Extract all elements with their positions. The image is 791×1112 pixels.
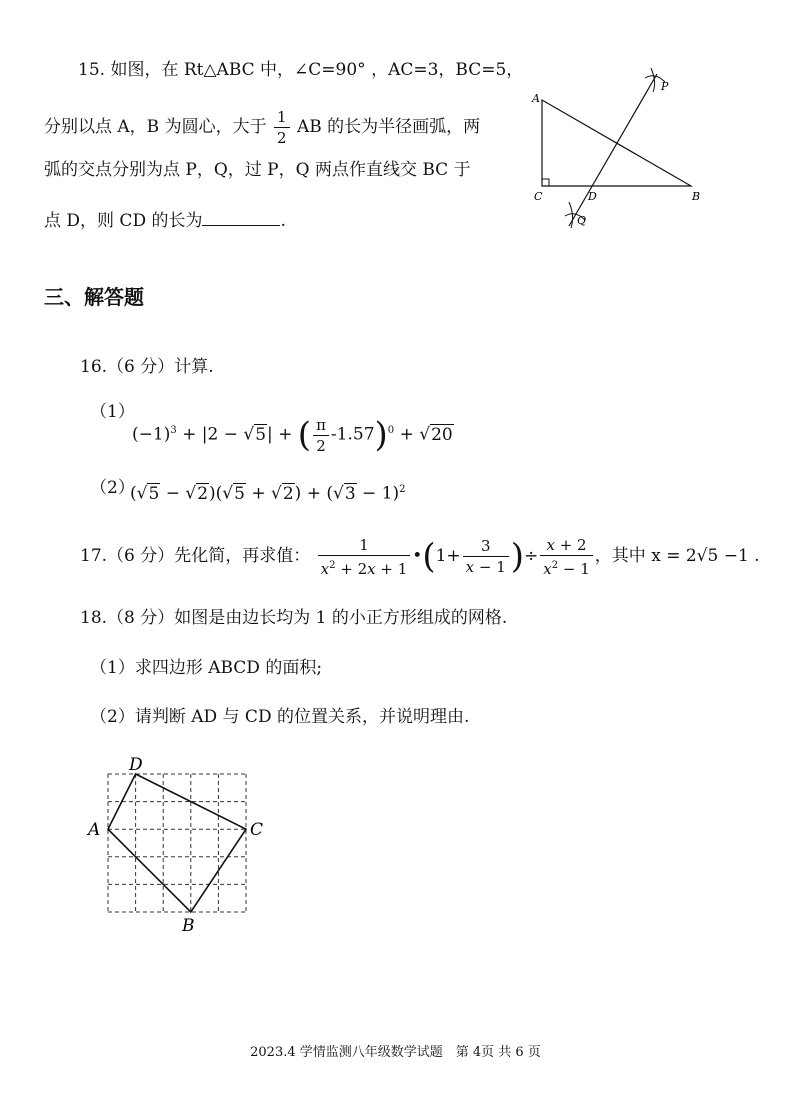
q17-stem: 17.（6 分）先化简，再求值：: [80, 546, 311, 566]
q17-tail: ，其中 x = 2√5 −1 .: [594, 546, 760, 566]
grid-label-d: D: [129, 755, 143, 775]
q16-stem: 16.（6 分）计算.: [80, 357, 214, 377]
q17-line: 17.（6 分）先化简，再求值： $\frac{1}{x^2 + 2x + 1}$ •(1+ $\frac{3}{x - 1}$ )÷ $\frac{x + 2}{x^2 - 1}$ ，其中 x = 2√5 −1 .: [80, 535, 760, 578]
label-a: A: [532, 92, 540, 105]
q16-p2-expression: $(√5 - √2)(√5 + √2) + (√3 - 1)^2$: [130, 483, 406, 504]
q15-triangle-figure: [525, 60, 725, 235]
answer-blank: [202, 209, 280, 226]
q17-frac1: $\frac{1}{x^2 + 2x + 1}$: [318, 535, 411, 579]
perpendicular-bisector-pq: [569, 74, 657, 226]
q15-line2: [44, 107, 480, 148]
section-heading: 三、解答题: [44, 285, 144, 309]
q15-fraction: [274, 107, 290, 148]
q15-frac-den: 2: [276, 129, 287, 147]
q15-line4-text: 点 D，则 CD 的长为: [44, 211, 203, 231]
q18-stem: 18.（8 分）如图是由边长均为 1 的小正方形组成的网格.: [80, 608, 508, 628]
q15-line1: 15. 如图，在 Rt△ABC 中，∠C=90° ，AC=3，BC=5，: [78, 60, 524, 80]
arc-p2: [651, 68, 655, 92]
label-q: Q: [577, 214, 587, 227]
grid-label-c: C: [250, 820, 264, 840]
q18-p2: （2）请判断 AD 与 CD 的位置关系，并说明理由.: [90, 707, 470, 727]
grid-label-a: A: [88, 820, 101, 840]
label-b: B: [692, 190, 701, 203]
label-c: C: [534, 190, 543, 203]
grid-label-b: B: [182, 916, 195, 936]
q17-frac2: $\frac{3}{x - 1}$: [463, 536, 509, 577]
q16-p1-expression: $(-1)^3 + |2 - √5|$ + ( $\frac{\pi}{2}$ -1.57)$^0$ + √20: [132, 415, 453, 456]
q16-p2-label: （2）: [90, 478, 135, 498]
page-footer: 2023.4 学情监测八年级数学试题 第 4页 共 6 页: [250, 1045, 541, 1060]
q15-line4-end: .: [280, 211, 286, 231]
q16-p1-label: （1）: [90, 402, 135, 422]
q15-line4: [44, 209, 286, 233]
pi-num: π: [313, 415, 329, 436]
q15-line2-post: AB 的长为半径画弧，两: [296, 117, 481, 137]
pi-den: 2: [316, 436, 326, 455]
right-angle-mark: [542, 179, 549, 186]
q15-line3: 弧的交点分别为点 P，Q，过 P，Q 两点作直线交 BC 于: [44, 160, 471, 180]
q18-p1: （1）求四边形 ABCD 的面积;: [90, 658, 323, 678]
q18-grid-figure: [84, 750, 284, 940]
label-p: P: [661, 80, 669, 93]
q15-line2-pre: 分别以点 A，B 为圆心，大于: [44, 117, 267, 137]
q15-frac-num: 1: [274, 107, 290, 128]
label-d: D: [588, 190, 597, 203]
quadrilateral-abcd: [108, 774, 246, 912]
q17-frac3: $\frac{x + 2}{x^2 - 1}$: [540, 535, 593, 579]
